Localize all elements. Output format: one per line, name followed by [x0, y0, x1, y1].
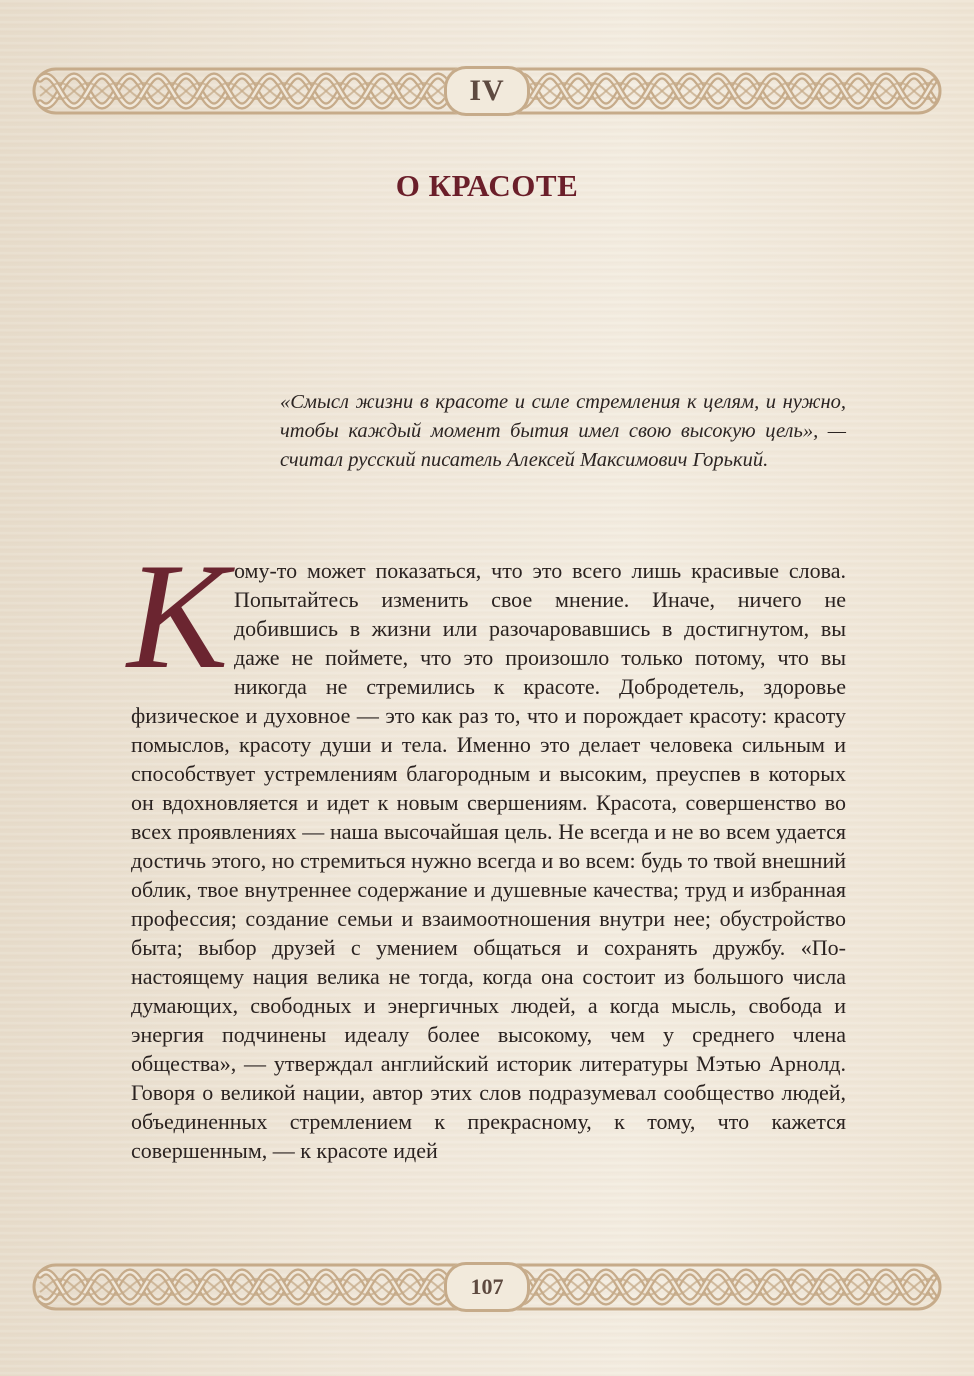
header-ornament-band [32, 66, 942, 116]
chapter-numeral: IV [469, 74, 505, 107]
drop-cap: К [127, 532, 228, 700]
page-number-badge [444, 1262, 530, 1312]
chapter-badge [444, 66, 530, 116]
page-number: 107 [470, 1274, 504, 1299]
body-text: ому-то может показаться, что это всего лишь красивые слова. Попытайтесь изменить свое мнение. Иначе, ничего не добившись в жизни или разочаровавшись в достигнутом, вы даже не поймете, что это произошло только потому, что вы никогда не стремились к красоте. Добродетель, здоровье физическое и духовное — это как раз то, что и порождает красоту: красоту помыслов, красоту души и тела. Именно это делает человека сильным и способствует устремлениям благородным и высоким, преуспев в которых он вдохновляется и идет к новым свершениям. Красота, совершенство во всех проявлениях — наша высочайшая цель. Не всегда и не во всем удается достичь этого, но стремиться нужно всегда и во всем: будь то твой внешний облик, твое внутреннее содержание и душевные качества; труд и избранная профессия; создание семьи и взаимоотношения внутри нее; обустройство быта; выбор друзей с умением общаться и сохранять дружбу. «По-настоящему нация велика не тогда, когда она состоит из большого числа думающих, свободных и энергичных людей, а когда мысль, свобода и энергия подчинены идеалу более высокому, чем у среднего члена общества», — утверждал английский историк литературы Мэтью Арнолд. Говоря о великой нации, автор этих слов подразумевал сообщество людей, объединенных стремлением к прекрасному, к тому, что кажется совершенным, — к красоте идей [131, 558, 846, 1163]
chapter-title: О КРАСОТЕ [395, 168, 579, 203]
footer-ornament-band [32, 1262, 942, 1312]
body-paragraph [127, 532, 846, 1165]
epigraph: «Смысл жизни в красоте и силе стремления к целям, и нужно, чтобы каждый момент бытия имел свою высокую цель», — считал русский писатель Алексей Максимович Горький. [280, 391, 846, 471]
